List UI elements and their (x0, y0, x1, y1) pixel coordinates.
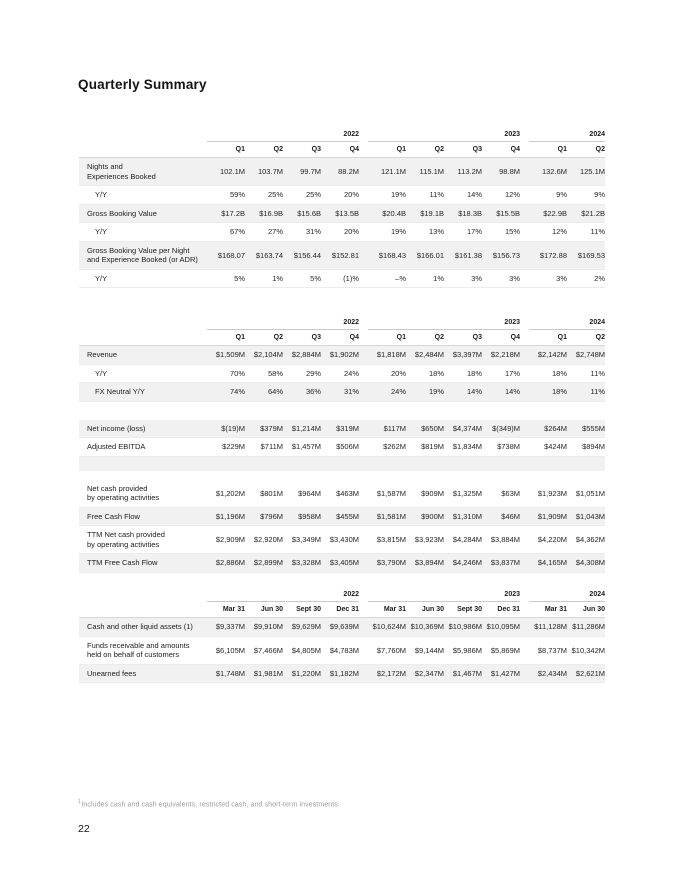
cell-value: $15.5B (496, 208, 520, 218)
cell-value: 9% (594, 190, 605, 200)
cell-value: $5,869M (490, 645, 520, 655)
row-gap (79, 402, 605, 420)
cell-value: $894M (582, 442, 605, 452)
cell-value: $3,894M (414, 558, 444, 568)
cell-value: $4,284M (452, 535, 482, 544)
table-row (79, 158, 605, 186)
cell-value: $21.2B (581, 208, 605, 218)
cell-value: $2,909M (215, 535, 245, 544)
column-header: Q1 (396, 146, 406, 153)
cell-value: $1,457M (291, 442, 321, 452)
table-row (79, 365, 605, 384)
cell-value: 19% (390, 190, 406, 200)
cell-value: $10,095M (486, 622, 520, 632)
cell-value: $555M (582, 423, 605, 433)
column-header: Mar 31 (544, 606, 567, 613)
column-header: Mar 31 (222, 606, 245, 613)
cell-value: $379M (260, 423, 283, 433)
cell-value: $9,639M (329, 622, 359, 632)
cell-value: $10,624M (372, 622, 406, 632)
cell-value: 103.7M (257, 167, 283, 176)
row-label: Nights and Experiences Booked (87, 162, 156, 181)
cell-value: $4,783M (329, 645, 359, 655)
cell-value: $2,884M (291, 350, 321, 360)
cell-value: 18% (551, 387, 567, 397)
column-header: Q1 (235, 146, 245, 153)
cell-value: 31% (343, 387, 359, 397)
cell-value: $262M (383, 442, 406, 452)
column-header: Q4 (349, 146, 359, 153)
cell-value: $16.9B (259, 208, 283, 218)
cell-value: 24% (390, 387, 406, 397)
column-header: Jun 30 (421, 606, 444, 613)
cell-value: –% (395, 273, 406, 283)
cell-value: $22.9B (543, 208, 567, 218)
cell-value: $1,310M (452, 511, 482, 521)
cell-value: $117M (383, 423, 406, 433)
cell-value: 19% (390, 227, 406, 237)
column-header: Jun 30 (260, 606, 283, 613)
cell-value: 5% (234, 273, 245, 283)
column-header-row (79, 142, 605, 158)
cell-value: $801M (260, 488, 283, 498)
cell-value: $3,790M (376, 558, 406, 568)
year-label: 2022 (207, 131, 359, 142)
cell-value: 12% (504, 190, 520, 200)
cell-value: $9,629M (291, 622, 321, 632)
operating-metrics-table (79, 128, 605, 288)
cell-value: 98.8M (499, 167, 520, 176)
cell-value: $1,834M (452, 442, 482, 452)
cell-value: $8,737M (537, 645, 567, 655)
cell-value: $3,349M (291, 535, 321, 544)
cell-value: $18.3B (458, 208, 482, 218)
cell-value: 25% (267, 190, 283, 200)
column-header: Q2 (434, 334, 444, 341)
cell-value: $1,902M (329, 350, 359, 360)
table-row (79, 270, 605, 289)
cell-value: $168.43 (378, 250, 406, 260)
cell-value: $6,105M (215, 645, 245, 655)
cell-value: $9,144M (414, 645, 444, 655)
cell-value: $1,325M (452, 488, 482, 498)
cell-value: $2,748M (575, 350, 605, 360)
cell-value: $3,884M (490, 535, 520, 544)
cell-value: $264M (544, 423, 567, 433)
row-label: Y/Y (95, 227, 108, 236)
cell-value: $156.73 (492, 250, 520, 260)
cell-value: 25% (305, 190, 321, 200)
year-label: 2023 (368, 591, 520, 602)
table-row (79, 420, 605, 439)
table-row (79, 242, 605, 270)
cell-value: 20% (343, 190, 359, 200)
cell-value: 17% (504, 368, 520, 378)
column-header: Q2 (434, 146, 444, 153)
cell-value: $738M (497, 442, 520, 452)
cell-value: $2,434M (537, 668, 567, 678)
table-row (79, 383, 605, 402)
cell-value: 3% (471, 273, 482, 283)
row-label: Net cash provided by operating activities (87, 483, 160, 502)
cell-value: 17% (466, 227, 482, 237)
financials-table (79, 316, 605, 573)
cell-value: $17.2B (221, 208, 245, 218)
cell-value: $2,172M (376, 668, 406, 678)
cell-value: $424M (544, 442, 567, 452)
cell-value: $2,484M (414, 350, 444, 360)
cell-value: $455M (336, 511, 359, 521)
table-row (79, 665, 605, 684)
balance-sheet-table (79, 588, 605, 683)
table-row (79, 205, 605, 224)
cell-value: $2,104M (253, 350, 283, 360)
cell-value: 20% (343, 227, 359, 237)
column-header: Jun 30 (582, 606, 605, 613)
footnote-marker: 1 (78, 799, 81, 805)
cell-value: 11% (590, 368, 605, 378)
cell-value: $1,587M (376, 488, 406, 498)
row-label: Y/Y (95, 273, 108, 283)
cell-value: 59% (229, 190, 245, 200)
cell-value: 14% (466, 190, 482, 200)
cell-value: $172.88 (539, 250, 567, 260)
column-header: Q1 (235, 334, 245, 341)
cell-value: 115.1M (419, 167, 444, 176)
cell-value: 3% (509, 273, 520, 283)
cell-value: 9% (556, 190, 567, 200)
cell-value: 70% (229, 368, 245, 378)
year-header-row (79, 588, 605, 602)
cell-value: $4,362M (575, 535, 605, 544)
cell-value: $166.01 (416, 250, 444, 260)
cell-value: 18% (428, 368, 444, 378)
page-number: 22 (78, 823, 90, 835)
column-header: Q2 (595, 146, 605, 153)
table-row (79, 480, 605, 508)
cell-value: $5,986M (452, 645, 482, 655)
cell-value: 14% (466, 387, 482, 397)
cell-value: $152.81 (331, 250, 359, 260)
cell-value: $4,805M (291, 645, 321, 655)
cell-value: $3,923M (414, 535, 444, 544)
column-header: Sept 30 (457, 606, 482, 613)
year-label: 2023 (368, 319, 520, 330)
column-header: Dec 31 (336, 606, 359, 613)
cell-value: $4,374M (452, 423, 482, 433)
cell-value: $(349)M (492, 423, 520, 433)
cell-value: $1,202M (215, 488, 245, 498)
cell-value: $4,246M (452, 558, 482, 568)
cell-value: $319M (336, 423, 359, 433)
column-header: Q3 (472, 334, 482, 341)
cell-value: $15.6B (297, 208, 321, 218)
year-label: 2022 (207, 591, 359, 602)
cell-value: $909M (421, 488, 444, 498)
column-header-row (79, 330, 605, 346)
cell-value: 14% (504, 387, 520, 397)
year-header-row (79, 128, 605, 142)
table-row (79, 526, 605, 554)
cell-value: $46M (501, 511, 520, 521)
cell-value: 36% (305, 387, 321, 397)
column-header-row (79, 602, 605, 618)
cell-value: 24% (343, 368, 359, 378)
row-label: Gross Booking Value per Night and Experience Booked (or ADR) (87, 245, 198, 264)
cell-value: 67% (229, 227, 245, 237)
cell-value: 64% (267, 387, 283, 397)
cell-value: $958M (298, 511, 321, 521)
column-header: Q4 (349, 334, 359, 341)
column-header: Q3 (472, 146, 482, 153)
cell-value: 11% (429, 190, 444, 200)
cell-value: 88.2M (338, 167, 359, 176)
cell-value: 12% (551, 227, 567, 237)
cell-value: 1% (272, 273, 283, 283)
cell-value: 18% (551, 368, 567, 378)
footnote (78, 799, 340, 808)
column-header: Mar 31 (383, 606, 406, 613)
cell-value: $1,051M (575, 488, 605, 498)
cell-value: $7,760M (376, 645, 406, 655)
table-row (79, 346, 605, 365)
cell-value: $2,621M (575, 668, 605, 678)
column-header: Q2 (273, 146, 283, 153)
row-label: TTM Free Cash Flow (87, 558, 158, 567)
cell-value: $900M (421, 511, 444, 521)
table-row (79, 223, 605, 242)
row-label: Y/Y (95, 368, 108, 378)
cell-value: 102.1M (219, 167, 245, 176)
cell-value: $2,218M (490, 350, 520, 360)
cell-value: $2,920M (253, 535, 283, 544)
cell-value: $9,910M (253, 622, 283, 632)
cell-value: $20.4B (382, 208, 406, 218)
cell-value: $1,214M (291, 423, 321, 433)
year-label: 2024 (529, 131, 605, 142)
cell-value: $1,909M (537, 511, 567, 521)
row-label: Cash and other liquid assets (1) (87, 622, 193, 631)
row-label: Free Cash Flow (87, 511, 140, 521)
cell-value: 31% (305, 227, 321, 237)
row-label: Funds receivable and amounts held on behalf of customers (87, 640, 190, 659)
cell-value: 1% (433, 273, 444, 283)
cell-value: $10,369M (410, 622, 444, 632)
cell-value: $169.53 (577, 250, 605, 260)
cell-value: $10,342M (571, 645, 605, 655)
cell-value: $161.38 (454, 250, 482, 260)
cell-value: 132.6M (541, 167, 567, 176)
cell-value: $11,128M (534, 622, 567, 632)
cell-value: $506M (336, 442, 359, 452)
table-row (79, 508, 605, 527)
column-header: Dec 31 (497, 606, 520, 613)
cell-value: $3,815M (376, 535, 406, 544)
cell-value: $3,397M (452, 350, 482, 360)
cell-value: (1)% (343, 273, 359, 283)
cell-value: $796M (260, 511, 283, 521)
year-header-row (79, 316, 605, 330)
column-header: Q1 (557, 146, 567, 153)
cell-value: 20% (390, 368, 406, 378)
cell-value: 15% (504, 227, 520, 237)
page-title: Quarterly Summary (78, 77, 207, 92)
cell-value: 29% (305, 368, 321, 378)
cell-value: $3,405M (329, 558, 359, 568)
cell-value: $1,509M (215, 350, 245, 360)
column-header: Q2 (595, 334, 605, 341)
cell-value: $(19)M (221, 423, 245, 433)
cell-value: $163.74 (255, 250, 283, 260)
table-row (79, 618, 605, 637)
cell-value: $2,899M (253, 558, 283, 568)
row-label: FX Neutral Y/Y (95, 387, 145, 396)
cell-value: 13% (428, 227, 444, 237)
row-label: Revenue (87, 350, 118, 359)
row-label: Gross Booking Value (87, 208, 157, 218)
column-header: Q1 (396, 334, 406, 341)
cell-value: $11,286M (572, 622, 605, 632)
row-label: Net income (loss) (87, 423, 146, 433)
cell-value: $1,581M (376, 511, 406, 521)
cell-value: $7,466M (253, 645, 283, 655)
table-row (79, 186, 605, 205)
cell-value: $156.44 (293, 250, 321, 260)
year-label: 2022 (207, 319, 359, 330)
cell-value: $2,142M (537, 350, 567, 360)
cell-value: $1,467M (452, 668, 482, 678)
column-header: Q3 (311, 146, 321, 153)
cell-value: $3,328M (291, 558, 321, 568)
cell-value: $650M (421, 423, 444, 433)
cell-value: 121.1M (380, 167, 406, 176)
column-header: Sept 30 (296, 606, 321, 613)
cell-value: 27% (267, 227, 283, 237)
cell-value: $3,837M (490, 558, 520, 568)
shaded-spacer (79, 457, 605, 471)
cell-value: $1,182M (329, 668, 359, 678)
cell-value: $4,220M (537, 535, 567, 544)
cell-value: 74% (229, 387, 245, 397)
cell-value: $819M (421, 442, 444, 452)
row-label: Unearned fees (87, 668, 137, 678)
cell-value: $4,308M (575, 558, 605, 568)
column-header: Q3 (311, 334, 321, 341)
cell-value: $1,981M (253, 668, 283, 678)
cell-value: $63M (501, 488, 520, 498)
row-label: TTM Net cash provided by operating activities (87, 530, 165, 549)
footnote-text: Includes cash and cash equivalents, restricted cash, and short-term investments. (81, 801, 340, 809)
cell-value: 3% (556, 273, 567, 283)
cell-value: 113.2M (457, 167, 482, 176)
cell-value: $4,165M (537, 558, 567, 568)
cell-value: 19% (428, 387, 444, 397)
cell-value: $1,043M (575, 511, 605, 521)
cell-value: $1,427M (490, 668, 520, 678)
table-row (79, 637, 605, 665)
cell-value: $463M (336, 488, 359, 498)
column-header: Q1 (557, 334, 567, 341)
year-label: 2024 (529, 319, 605, 330)
cell-value: $1,748M (215, 668, 245, 678)
cell-value: $1,923M (537, 488, 567, 498)
cell-value: 2% (594, 273, 605, 283)
cell-value: $1,220M (291, 668, 321, 678)
cell-value: 18% (466, 368, 482, 378)
cell-value: $19.1B (420, 208, 444, 218)
cell-value: $229M (222, 442, 245, 452)
cell-value: $711M (260, 442, 283, 452)
cell-value: $10,986M (448, 622, 482, 632)
cell-value: $964M (298, 488, 321, 498)
cell-value: $1,818M (376, 350, 406, 360)
column-header: Q4 (510, 146, 520, 153)
cell-value: 99.7M (300, 167, 321, 176)
cell-value: $3,430M (329, 535, 359, 544)
row-label: Y/Y (95, 190, 108, 199)
table-row (79, 554, 605, 573)
cell-value: $9,337M (215, 622, 245, 632)
cell-value: 11% (590, 387, 605, 397)
year-label: 2024 (529, 591, 605, 602)
cell-value: 58% (267, 368, 283, 378)
cell-value: $2,886M (215, 558, 245, 568)
cell-value: $1,196M (215, 511, 245, 521)
cell-value: $168.07 (217, 250, 245, 260)
cell-value: $2,347M (414, 668, 444, 678)
cell-value: 125.1M (579, 167, 605, 176)
cell-value: 11% (590, 227, 605, 237)
year-label: 2023 (368, 131, 520, 142)
column-header: Q2 (273, 334, 283, 341)
cell-value: $13.5B (335, 208, 359, 218)
table-row (79, 438, 605, 457)
row-label: Adjusted EBITDA (87, 442, 146, 451)
cell-value: 5% (310, 273, 321, 283)
column-header: Q4 (510, 334, 520, 341)
row-gap (79, 471, 605, 480)
